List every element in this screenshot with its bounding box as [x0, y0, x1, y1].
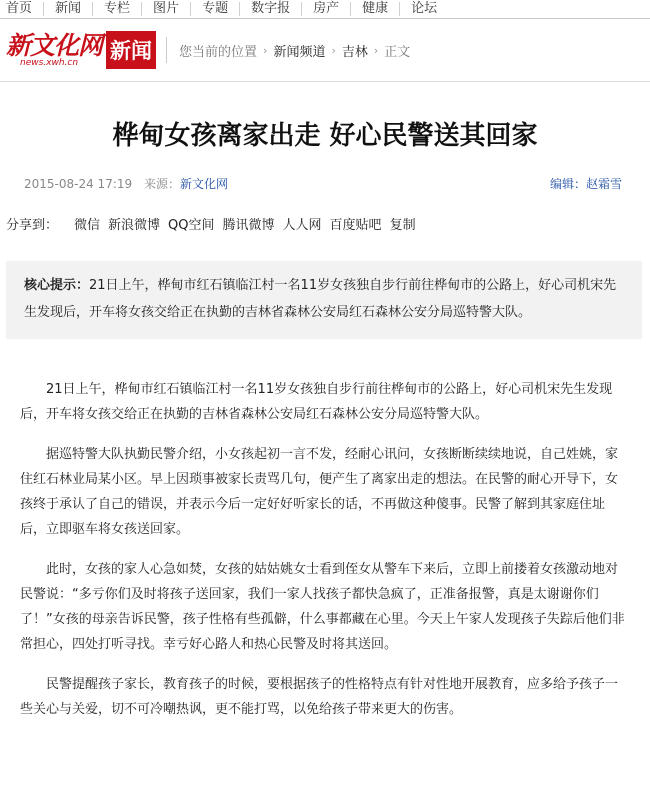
article-meta: [24, 175, 622, 192]
breadcrumb-separator-icon: ›: [331, 43, 336, 57]
logo-badge: 新闻: [106, 31, 156, 69]
breadcrumb: [179, 41, 410, 60]
publish-info: [24, 175, 228, 192]
share-wechat[interactable]: 微信: [74, 218, 101, 233]
article-title: 桦甸女孩离家出走 好心民警送其回家: [112, 121, 538, 151]
article-paragraph: 据巡特警大队执勤民警介绍，小女孩起初一言不发，经耐心讯问，女孩断断续续地说，自己姓姚，家住红石林业局某小区。早上因琐事被家长责骂几句，便产生了离家出走的想法。在民警的耐心开导下，女孩终于承认了自己的错误，并表示今后一定好好听家长的话，不再做这种傻事。民警了解到其家庭住址后，立即驱车将女孩送回家。: [20, 447, 619, 537]
nav-item-news[interactable]: 新闻: [44, 2, 93, 16]
site-logo[interactable]: [6, 31, 156, 69]
logo-wordmark: [6, 30, 103, 68]
site-header: [0, 19, 650, 82]
nav-item-columns[interactable]: 专栏: [93, 2, 142, 16]
source-link[interactable]: 新文化网: [179, 177, 228, 191]
nav-item-epaper[interactable]: 数字报: [240, 2, 302, 16]
breadcrumb-current: 正文: [384, 44, 411, 60]
nav-item-home[interactable]: 首页: [0, 2, 44, 16]
header-divider: [166, 37, 167, 63]
editor-label: 编辑：: [549, 177, 586, 191]
nav-item-topics[interactable]: 专题: [191, 2, 240, 16]
nav-item-photos[interactable]: 图片: [142, 2, 191, 16]
article-body: [20, 377, 630, 722]
summary-label: 核心提示：: [24, 278, 90, 293]
summary-box: [6, 261, 642, 339]
breadcrumb-separator-icon: ›: [373, 43, 379, 57]
editor-name[interactable]: 赵霜雪: [585, 177, 622, 191]
source-label: 来源：: [143, 177, 180, 191]
editor-info: [550, 175, 622, 192]
summary-text: 21日上午，桦甸市红石镇临江村一名11岁女孩独自步行前往桦甸市的公路上，好心司机宋先生发现后，开车将女孩交给正在执勤的吉林省森林公安局红石森林公安分局巡特警大队。: [24, 278, 617, 320]
share-weibo[interactable]: 新浪微博: [108, 218, 161, 233]
share-baidu-tieba[interactable]: 百度贴吧: [329, 218, 382, 233]
share-label: 分享到：: [6, 218, 59, 233]
publish-date: 2015-08-24 17:19: [24, 177, 133, 191]
share-tencent-weibo[interactable]: 腾讯微博: [222, 218, 275, 233]
nav-item-realestate[interactable]: 房产: [302, 2, 351, 16]
logo-url: news.xwh.cn: [20, 57, 79, 68]
article-paragraph: 21日上午，桦甸市红石镇临江村一名11岁女孩独自步行前往桦甸市的公路上，好心司机宋先生发现后，开车将女孩交给正在执勤的吉林省森林公安局红石森林公安分局巡特警大队。: [20, 382, 613, 422]
share-copy[interactable]: 复制: [389, 218, 416, 233]
breadcrumb-separator-icon: ›: [263, 43, 268, 57]
article-paragraph: 民警提醒孩子家长，教育孩子的时候，要根据孩子的性格特点有针对性地开展教育，应多给予孩子一些关心与关爱，切不可冷嘲热讽，更不能打骂，以免给孩子带来更大的伤害。: [20, 677, 619, 717]
share-bar: [6, 214, 650, 233]
nav-item-health[interactable]: 健康: [351, 2, 400, 16]
share-qzone[interactable]: QQ空间: [168, 218, 215, 233]
article-paragraph: 此时，女孩的家人心急如焚，女孩的姑姑姚女士看到侄女从警车下来后，立即上前搂着女孩激动地对民警说：“多亏你们及时将孩子送回家，我们一家人找孩子都快急疯了，正准备报警，真是太谢谢你们了！”女孩的母亲告诉民警，孩子性格有些孤僻，什么事都藏在心里。今天上午家人发现孩子失踪后他们非常担心，四处打听寻找。幸亏好心路人和热心民警及时将其送回。: [20, 562, 625, 652]
breadcrumb-prefix: 您当前的位置: [179, 44, 258, 60]
share-renren[interactable]: 人人网: [282, 218, 322, 233]
nav-item-forum[interactable]: 论坛: [411, 1, 438, 16]
breadcrumb-jilin[interactable]: 吉林: [341, 44, 368, 60]
top-nav: [0, 0, 650, 19]
logo-text: 新文化网: [6, 30, 103, 60]
breadcrumb-news-channel[interactable]: 新闻频道: [273, 44, 326, 60]
